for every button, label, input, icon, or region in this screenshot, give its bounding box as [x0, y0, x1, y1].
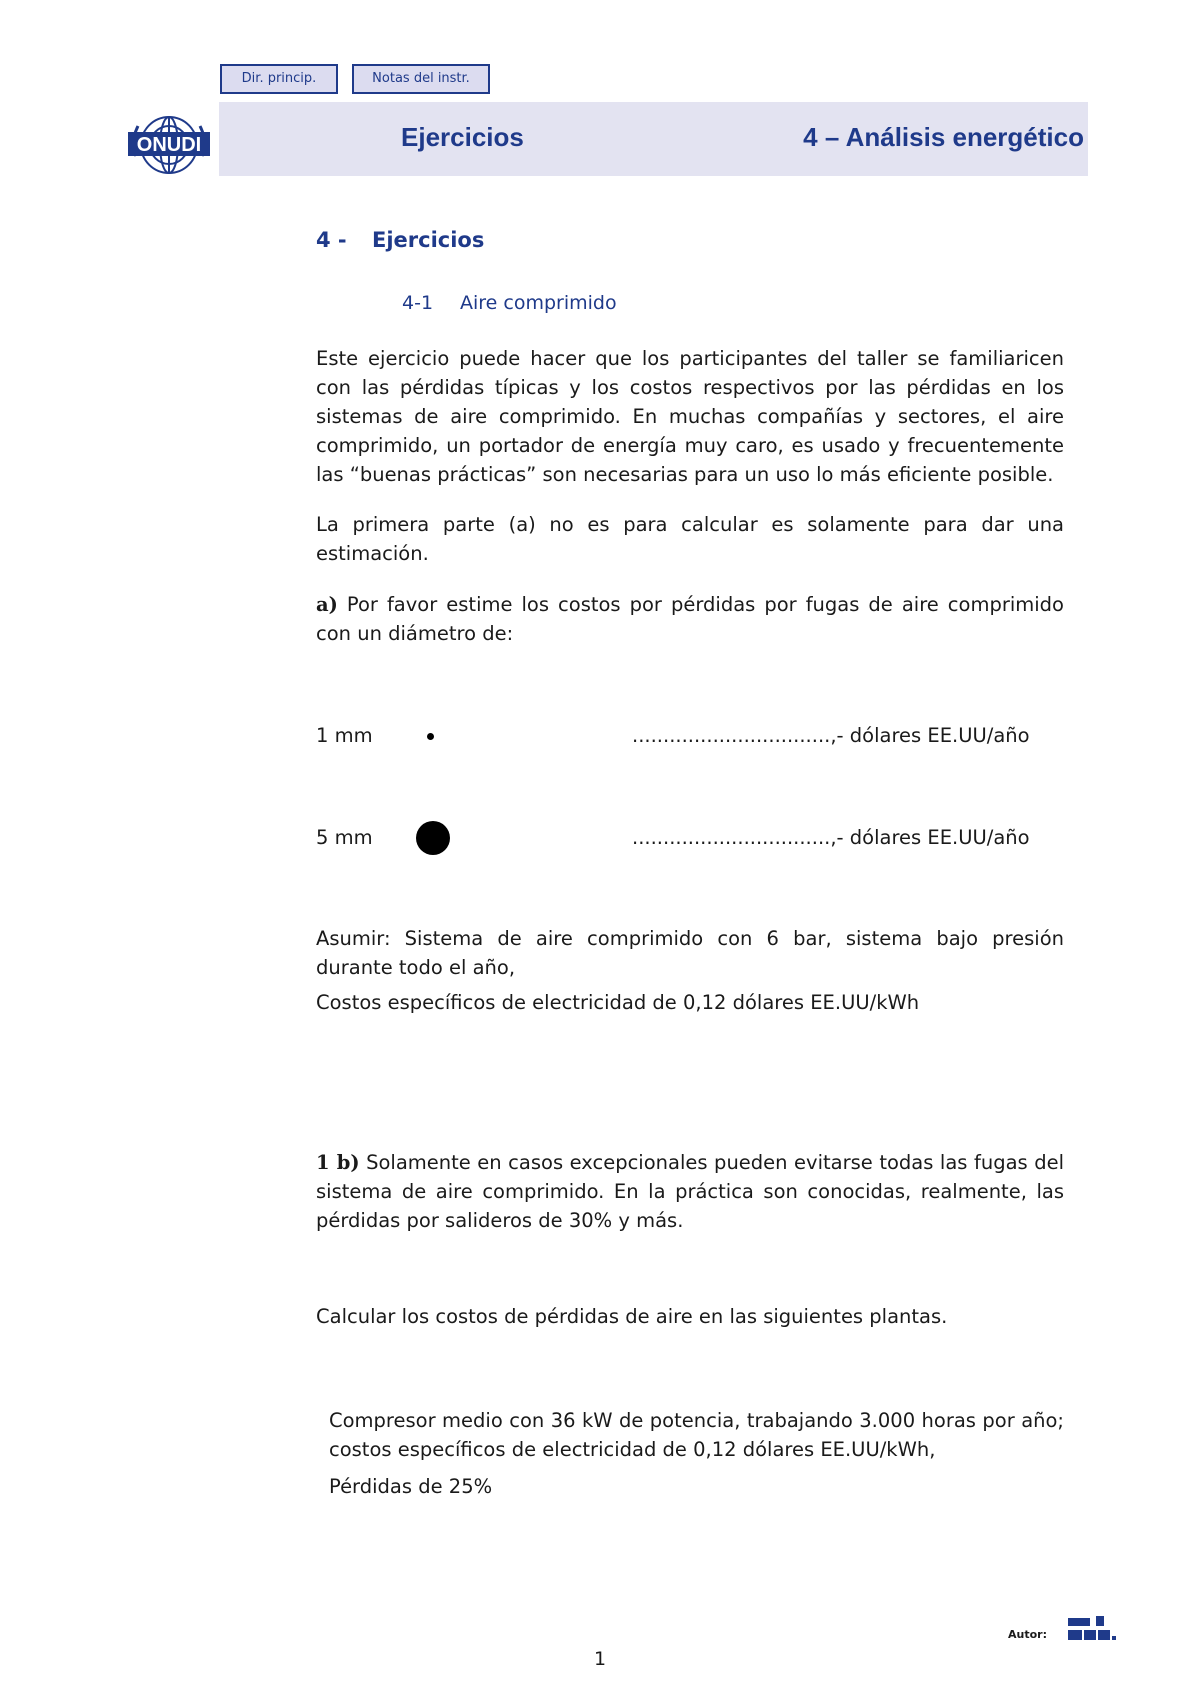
answer-blank: ................................,- dólares EE.UU/año: [632, 724, 1030, 747]
leak-row-1mm: [316, 716, 1064, 756]
subsection-heading: [402, 292, 617, 314]
header-title-right: 4 – Análisis energético: [803, 122, 1084, 152]
task-b-paragraph: [316, 1148, 1064, 1235]
calculate-instruction: Calcular los costos de pérdidas de aire en las siguientes plantas.: [316, 1305, 948, 1328]
logo-text: ONUDI: [136, 134, 202, 156]
section-title: Ejercicios: [372, 228, 485, 252]
page-number: 1: [593, 1648, 607, 1670]
losses-paragraph: Pérdidas de 25%: [329, 1475, 493, 1498]
section-number: 4 -: [316, 228, 347, 252]
subsection-number: 4-1: [402, 292, 434, 314]
author-logo: [1066, 1614, 1124, 1644]
electricity-costs: Costos específicos de electricidad de 0,12 dólares EE.UU/kWh: [316, 991, 920, 1014]
answer-blank: ................................,- dólares EE.UU/año: [632, 826, 1030, 849]
small-hole-dot-icon: [427, 733, 434, 740]
large-hole-dot-icon: [416, 821, 450, 855]
task-a-paragraph: [316, 590, 1064, 648]
intro-paragraph: Este ejercicio puede hacer que los participantes del taller se familiaricen con las pérdidas típicas y los costos respectivos por las pérdidas en los sistemas de aire comprimido. En muchas compañías y sectores, el aire comprimido, un portador de energía muy caro, es usado y frecuentemente las “buenas prácticas” son necesarias para un uso lo más eficiente posible.: [316, 347, 1064, 486]
leak-size: 1 mm: [316, 724, 373, 747]
header-title-left: Ejercicios: [401, 122, 524, 152]
task-b-text: Solamente en casos excepcionales pueden evitarse todas las fugas del sistema de aire comprimido. En la práctica son conocidas, realmente, las pérdidas por salideros de 30% y más.: [316, 1151, 1065, 1232]
header-band: [219, 102, 1088, 176]
task-a-text: Por favor estime los costos por pérdidas por fugas de aire comprimido con un diámetro de:: [316, 593, 1064, 645]
onudi-logo: [126, 106, 212, 184]
task-b-label: 1 b): [316, 1151, 360, 1174]
assumption-paragraph: Asumir: Sistema de aire comprimido con 6 bar, sistema bajo presión durante todo el año,: [316, 927, 1064, 979]
main-directory-button[interactable]: Dir. princip.: [220, 64, 338, 94]
subsection-title: Aire comprimido: [460, 292, 617, 314]
leak-row-5mm: [316, 818, 1064, 858]
part-a-note: La primera parte (a) no es para calcular es solamente para dar una estimación.: [316, 513, 1064, 565]
compressor-paragraph: Compresor medio con 36 kW de potencia, trabajando 3.000 horas por año; costos específicos de electricidad de 0,12 dólares EE.UU/kWh,: [329, 1409, 1064, 1461]
section-heading: [316, 228, 484, 252]
leak-size: 5 mm: [316, 826, 373, 849]
instructor-notes-button[interactable]: Notas del instr.: [352, 64, 490, 94]
author-label: Autor:: [1008, 1628, 1047, 1641]
task-a-label: a): [316, 593, 338, 616]
